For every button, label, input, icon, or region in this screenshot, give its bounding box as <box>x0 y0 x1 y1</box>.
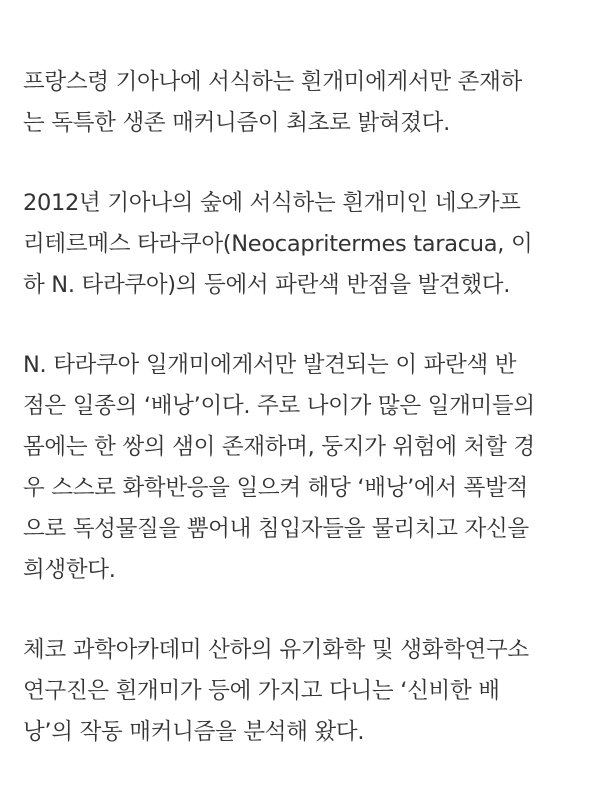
text-line: 연구진은 흰개미가 등에 가지고 다니는 ‘신비한 배 <box>23 678 500 704</box>
text-line: 는 독특한 생존 매커니즘이 최초로 밝혀졌다. <box>23 110 450 136</box>
paragraph-2 <box>23 183 578 306</box>
text-line: 체코 과학아카데미 산하의 유기화학 및 생화학연구소 <box>23 637 529 663</box>
text-line: 하 N. 타라쿠아)의 등에서 파란색 반점을 발견했다. <box>23 272 511 298</box>
text-line: 프랑스령 기아나에 서식하는 흰개미에게서만 존재하 <box>23 69 522 95</box>
paragraph-4 <box>23 630 578 753</box>
text-line: N. 타라쿠아 일개미에게서만 발견되는 이 파란색 반 <box>23 352 517 378</box>
text-line: 몸에는 한 쌍의 샘이 존재하며, 둥지가 위험에 처할 경 <box>23 434 535 460</box>
paragraph-1 <box>23 62 578 144</box>
paragraph-3 <box>23 345 578 591</box>
text-line: 리테르메스 타라쿠아(Neocapritermes taracua, 이 <box>23 231 533 257</box>
text-line: 낭’의 작동 매커니즘을 분석해 왔다. <box>23 719 365 745</box>
text-line: 점은 일종의 ‘배낭’이다. 주로 나이가 많은 일개미들의 <box>23 393 535 419</box>
text-line: 우 스스로 화학반응을 일으켜 해당 ‘배낭’에서 폭발적 <box>23 475 528 501</box>
text-line: 2012년 기아나의 숲에 서식하는 흰개미인 네오카프 <box>23 190 521 216</box>
text-line: 희생한다. <box>23 557 116 583</box>
text-line: 으로 독성물질을 뿜어내 침입자들을 물리치고 자신을 <box>23 516 529 542</box>
